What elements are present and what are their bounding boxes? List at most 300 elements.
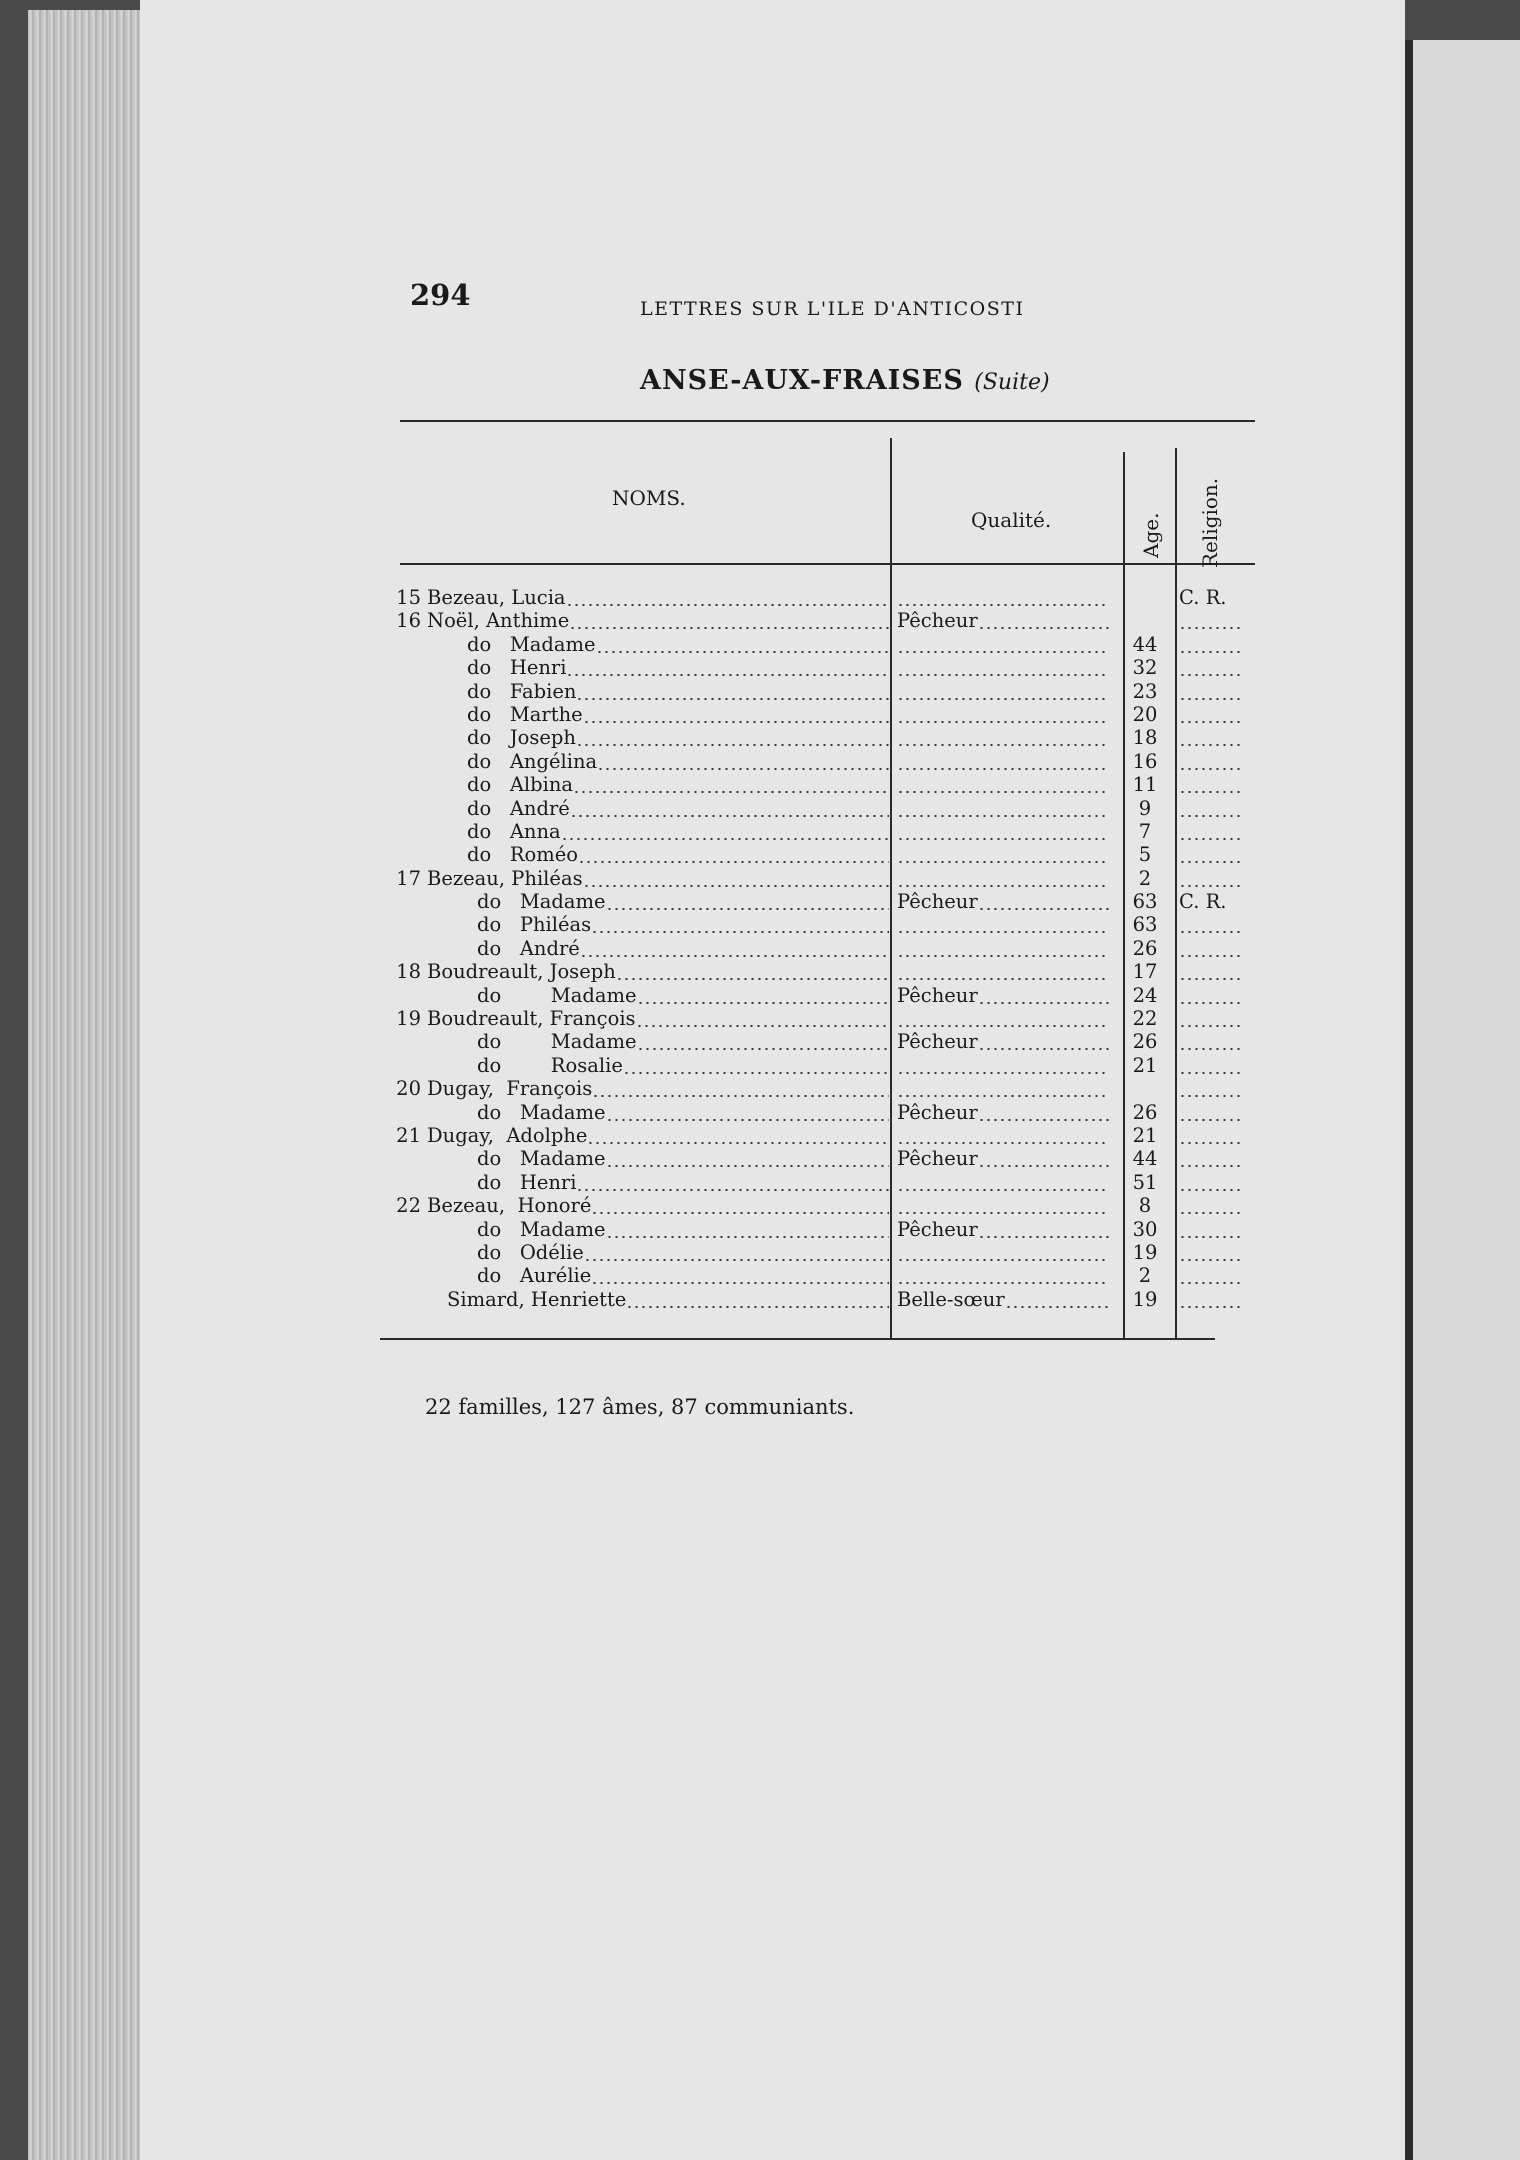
table-row xyxy=(395,703,895,726)
table-row xyxy=(395,1171,895,1194)
table-row xyxy=(395,656,895,679)
dot-leader xyxy=(897,1241,1109,1264)
dot-leader xyxy=(573,773,889,796)
dot-leader xyxy=(897,1264,1109,1287)
table-row xyxy=(395,1124,895,1147)
qualite-cell xyxy=(885,656,1115,679)
family-number: 19 xyxy=(396,1007,421,1031)
family-number xyxy=(395,1288,421,1311)
religion-column xyxy=(1177,586,1252,1311)
page-number: 294 xyxy=(410,278,471,312)
age-cell: 19 xyxy=(1132,1287,1158,1311)
dot-leader xyxy=(897,1171,1109,1194)
qualite-cell xyxy=(885,1007,1115,1030)
dot-leader xyxy=(1179,1101,1240,1124)
dot-leader xyxy=(897,656,1109,679)
table-row xyxy=(395,913,895,936)
table-row xyxy=(395,797,895,820)
dot-leader xyxy=(1179,609,1240,632)
dot-leader xyxy=(596,633,889,656)
table-bottom-rule xyxy=(380,1338,1215,1340)
family-number xyxy=(395,984,421,1007)
age-cell: 63 xyxy=(1132,913,1158,937)
dot-leader xyxy=(897,633,1109,656)
dot-leader xyxy=(578,843,889,866)
table-row xyxy=(395,1101,895,1124)
table-row xyxy=(395,609,895,632)
family-number xyxy=(395,726,421,749)
dot-leader xyxy=(978,984,1109,1007)
religion-cell xyxy=(1177,913,1252,936)
family-number: 15 xyxy=(396,586,421,609)
person-name: do Madame xyxy=(477,1147,606,1171)
table-top-rule xyxy=(400,420,1255,422)
section-title-text: ANSE-AUX-FRAISES xyxy=(640,365,964,396)
person-name: do André xyxy=(477,936,580,960)
family-number xyxy=(395,937,421,960)
person-name: Bezeau, Honoré xyxy=(427,1194,592,1218)
table-row xyxy=(395,750,895,773)
table-row xyxy=(395,1288,895,1311)
dot-leader xyxy=(897,913,1109,936)
dot-leader xyxy=(566,656,889,679)
dot-leader xyxy=(637,1030,889,1053)
qualite-text: Pêcheur xyxy=(897,1030,978,1054)
age-cell: 30 xyxy=(1132,1217,1158,1241)
dot-leader xyxy=(897,680,1109,703)
age-cell: 16 xyxy=(1132,749,1158,773)
census-table xyxy=(395,420,1255,1370)
dot-leader xyxy=(897,867,1109,890)
age-cell: 44 xyxy=(1132,632,1158,656)
religion-cell xyxy=(1177,586,1252,609)
family-number xyxy=(395,1101,421,1124)
qualite-cell xyxy=(885,1101,1115,1124)
qualite-cell xyxy=(885,726,1115,749)
religion-cell xyxy=(1177,820,1252,843)
age-cell: 2 xyxy=(1138,866,1152,890)
dot-leader xyxy=(1179,1077,1240,1100)
person-name: do André xyxy=(467,796,570,820)
religion-cell xyxy=(1177,984,1252,1007)
dot-leader xyxy=(1005,1288,1109,1311)
age-cell: 20 xyxy=(1132,702,1158,726)
table-row xyxy=(395,1264,895,1287)
age-cell: 22 xyxy=(1132,1007,1158,1031)
family-number xyxy=(395,1264,421,1287)
family-number xyxy=(395,750,421,773)
dot-leader xyxy=(616,960,889,983)
age-cell: 18 xyxy=(1132,726,1158,750)
dot-leader xyxy=(897,586,1109,609)
dot-leader xyxy=(1179,1030,1240,1053)
person-name: do Fabien xyxy=(467,679,577,703)
age-cell xyxy=(1120,609,1170,632)
dot-leader xyxy=(897,773,1109,796)
qualite-cell xyxy=(885,984,1115,1007)
dot-leader xyxy=(897,1007,1109,1030)
religion-cell xyxy=(1177,1147,1252,1170)
dot-leader xyxy=(570,797,889,820)
header-qualite: Qualité. xyxy=(971,508,1052,532)
table-row xyxy=(395,960,895,983)
person-name: do Henri xyxy=(477,1170,577,1194)
religion-cell xyxy=(1177,867,1252,890)
book-page-edges xyxy=(28,10,148,2160)
religion-cell xyxy=(1177,960,1252,983)
dot-leader xyxy=(592,1077,889,1100)
person-name: Noël, Anthime xyxy=(427,609,570,633)
qualite-cell xyxy=(885,1194,1115,1217)
qualite-cell xyxy=(885,843,1115,866)
family-number xyxy=(395,1147,421,1170)
qualite-cell xyxy=(885,1147,1115,1170)
dot-leader xyxy=(1179,820,1240,843)
dot-leader xyxy=(597,750,889,773)
family-number xyxy=(395,773,421,796)
dot-leader xyxy=(1179,750,1240,773)
person-name: do Roméo xyxy=(467,843,579,867)
qualite-cell xyxy=(885,867,1115,890)
table-row xyxy=(395,937,895,960)
person-name: do Marthe xyxy=(467,702,583,726)
dot-leader xyxy=(1179,1264,1240,1287)
age-column xyxy=(1120,586,1170,1311)
age-cell: 2 xyxy=(1138,1264,1152,1288)
qualite-text: Pêcheur xyxy=(897,1217,978,1241)
dot-leader xyxy=(1179,1171,1240,1194)
dot-leader xyxy=(1179,867,1240,890)
dot-leader xyxy=(1179,1054,1240,1077)
family-number xyxy=(395,820,421,843)
qualite-cell xyxy=(885,633,1115,656)
person-name: do Odélie xyxy=(477,1240,584,1264)
table-row xyxy=(395,984,895,1007)
dot-leader xyxy=(569,609,889,632)
family-number: 20 xyxy=(396,1077,421,1101)
religion-cell xyxy=(1177,1241,1252,1264)
age-cell: 21 xyxy=(1132,1123,1158,1147)
dot-leader xyxy=(1179,633,1240,656)
person-name: do Madame xyxy=(467,632,596,656)
facing-page-edge xyxy=(1405,40,1520,2160)
qualite-cell xyxy=(885,797,1115,820)
religion-cell xyxy=(1177,1264,1252,1287)
dot-leader xyxy=(897,703,1109,726)
person-name: do Henri xyxy=(467,656,567,680)
family-number xyxy=(395,1241,421,1264)
person-name: do Albina xyxy=(467,773,574,797)
religion-cell xyxy=(1177,1171,1252,1194)
person-name: do Madame xyxy=(477,1030,637,1054)
table-row xyxy=(395,867,895,890)
footer-note: 22 familles, 127 âmes, 87 communiants. xyxy=(425,1395,855,1419)
age-cell: 51 xyxy=(1132,1170,1158,1194)
qualite-cell xyxy=(885,586,1115,609)
qualite-cell xyxy=(885,890,1115,913)
person-name: Bezeau, Philéas xyxy=(427,866,583,890)
dot-leader xyxy=(561,820,889,843)
qualite-cell xyxy=(885,1241,1115,1264)
dot-leader xyxy=(591,1264,889,1287)
religion-cell xyxy=(1177,1101,1252,1124)
table-row xyxy=(395,1030,895,1053)
religion-cell xyxy=(1177,609,1252,632)
person-name: Dugay, François xyxy=(427,1077,593,1101)
age-cell: 24 xyxy=(1132,983,1158,1007)
dot-leader xyxy=(1179,913,1240,936)
dot-leader xyxy=(587,1124,889,1147)
qualite-cell xyxy=(885,609,1115,632)
age-cell: 21 xyxy=(1132,1053,1158,1077)
qualite-cell xyxy=(885,1218,1115,1241)
table-row xyxy=(395,1218,895,1241)
religion-cell xyxy=(1177,1124,1252,1147)
dot-leader xyxy=(583,867,889,890)
dot-leader xyxy=(1179,726,1240,749)
religion-cell xyxy=(1177,937,1252,960)
table-row xyxy=(395,1077,895,1100)
header-age: Age. xyxy=(1139,512,1163,558)
table-row xyxy=(395,843,895,866)
dot-leader xyxy=(606,1147,889,1170)
table-row xyxy=(395,680,895,703)
age-cell: 23 xyxy=(1132,679,1158,703)
dot-leader xyxy=(1179,656,1240,679)
dot-leader xyxy=(978,1030,1109,1053)
table-row xyxy=(395,586,895,609)
age-cell: 19 xyxy=(1132,1240,1158,1264)
family-number xyxy=(395,843,421,866)
religion-cell xyxy=(1177,633,1252,656)
qualite-text: Pêcheur xyxy=(897,1100,978,1124)
dot-leader xyxy=(591,913,889,936)
qualite-cell xyxy=(885,1171,1115,1194)
person-name: Dugay, Adolphe xyxy=(427,1123,588,1147)
religion-cell xyxy=(1177,726,1252,749)
age-cell: 9 xyxy=(1138,796,1152,820)
religion-cell xyxy=(1177,1288,1252,1311)
person-name: Boudreault, Joseph xyxy=(427,960,616,984)
dot-leader xyxy=(576,726,889,749)
qualite-text: Belle-sœur xyxy=(897,1287,1005,1311)
dot-leader xyxy=(897,1124,1109,1147)
religion-cell xyxy=(1177,797,1252,820)
family-number xyxy=(395,797,421,820)
qualite-cell xyxy=(885,1124,1115,1147)
dot-leader xyxy=(1179,843,1240,866)
section-title xyxy=(640,365,1050,396)
table-row xyxy=(395,726,895,749)
table-row xyxy=(395,1007,895,1030)
dot-leader xyxy=(591,1194,889,1217)
person-name: do Joseph xyxy=(467,726,576,750)
dot-leader xyxy=(897,797,1109,820)
family-number: 22 xyxy=(396,1194,421,1218)
person-name: do Aurélie xyxy=(477,1264,592,1288)
qualite-text: Pêcheur xyxy=(897,983,978,1007)
dot-leader xyxy=(584,1241,889,1264)
table-row xyxy=(395,890,895,913)
dot-leader xyxy=(897,750,1109,773)
table-row xyxy=(395,1194,895,1217)
dot-leader xyxy=(1179,937,1240,960)
qualite-cell xyxy=(885,1054,1115,1077)
age-cell: 26 xyxy=(1132,936,1158,960)
dot-leader xyxy=(978,1101,1109,1124)
age-cell: 11 xyxy=(1132,773,1158,797)
dot-leader xyxy=(978,890,1109,913)
dot-leader xyxy=(576,680,889,703)
header-bottom-rule xyxy=(400,563,1255,565)
dot-leader xyxy=(978,1218,1109,1241)
person-name: do Madame xyxy=(477,1100,606,1124)
qualite-cell xyxy=(885,1030,1115,1053)
age-cell: 63 xyxy=(1132,890,1158,914)
dot-leader xyxy=(897,843,1109,866)
age-cell: 8 xyxy=(1138,1194,1152,1218)
person-name: Bezeau, Lucia xyxy=(427,586,566,609)
dot-leader xyxy=(583,703,889,726)
qualite-cell xyxy=(885,1077,1115,1100)
dot-leader xyxy=(623,1054,889,1077)
person-name: do Madame xyxy=(477,1217,606,1241)
dot-leader xyxy=(1179,1124,1240,1147)
religion-text: C. R. xyxy=(1179,586,1227,609)
dot-leader xyxy=(576,1171,889,1194)
dot-leader xyxy=(897,1194,1109,1217)
family-number xyxy=(395,680,421,703)
family-number xyxy=(395,913,421,936)
religion-cell xyxy=(1177,1030,1252,1053)
dot-leader xyxy=(566,586,889,609)
religion-cell xyxy=(1177,1054,1252,1077)
family-number xyxy=(395,656,421,679)
religion-cell xyxy=(1177,1218,1252,1241)
dot-leader xyxy=(1179,1241,1240,1264)
table-row xyxy=(395,1147,895,1170)
dot-leader xyxy=(1179,1007,1240,1030)
family-number xyxy=(395,703,421,726)
dot-leader xyxy=(897,960,1109,983)
dot-leader xyxy=(897,820,1109,843)
qualite-cell xyxy=(885,680,1115,703)
dot-leader xyxy=(606,890,889,913)
dot-leader xyxy=(626,1288,889,1311)
qualite-cell xyxy=(885,1264,1115,1287)
family-number xyxy=(395,1030,421,1053)
religion-cell xyxy=(1177,890,1252,913)
age-cell: 26 xyxy=(1132,1030,1158,1054)
religion-cell xyxy=(1177,1077,1252,1100)
person-name: do Rosalie xyxy=(477,1053,623,1077)
family-number xyxy=(395,1171,421,1194)
book-page xyxy=(140,0,1405,2160)
dot-leader xyxy=(1179,797,1240,820)
person-name: do Philéas xyxy=(477,913,592,937)
dot-leader xyxy=(580,937,889,960)
qualite-cell xyxy=(885,820,1115,843)
age-cell: 5 xyxy=(1138,843,1152,867)
person-name: do Anna xyxy=(467,819,561,843)
names-column xyxy=(395,586,895,1311)
family-number xyxy=(395,890,421,913)
qualite-column xyxy=(885,586,1115,1311)
qualite-text: Pêcheur xyxy=(897,609,978,633)
header-religion: Religion. xyxy=(1198,477,1222,568)
family-number xyxy=(395,1218,421,1241)
age-cell: 26 xyxy=(1132,1100,1158,1124)
dot-leader xyxy=(637,984,889,1007)
religion-text: C. R. xyxy=(1179,890,1227,914)
person-name: do Madame xyxy=(477,890,606,914)
dot-leader xyxy=(897,937,1109,960)
qualite-cell xyxy=(885,913,1115,936)
table-row xyxy=(395,773,895,796)
family-number: 16 xyxy=(396,609,421,633)
running-head: LETTRES SUR L'ILE D'ANTICOSTI xyxy=(640,298,1025,320)
table-row xyxy=(395,820,895,843)
age-cell xyxy=(1120,586,1170,609)
dot-leader xyxy=(1179,703,1240,726)
dot-leader xyxy=(978,1147,1109,1170)
qualite-text: Pêcheur xyxy=(897,890,978,914)
table-row xyxy=(395,1241,895,1264)
family-number: 18 xyxy=(396,960,421,984)
family-number: 17 xyxy=(396,866,421,890)
table-row xyxy=(395,1054,895,1077)
dot-leader xyxy=(1179,1288,1240,1311)
header-names: NOMS. xyxy=(612,486,686,510)
section-title-suite: (Suite) xyxy=(974,370,1050,395)
religion-cell xyxy=(1177,1194,1252,1217)
age-cell: 44 xyxy=(1132,1147,1158,1171)
dot-leader xyxy=(606,1101,889,1124)
family-number: 21 xyxy=(396,1123,421,1147)
dot-leader xyxy=(1179,1194,1240,1217)
dot-leader xyxy=(1179,984,1240,1007)
religion-cell xyxy=(1177,843,1252,866)
age-cell: 17 xyxy=(1132,960,1158,984)
dot-leader xyxy=(978,609,1109,632)
religion-cell xyxy=(1177,656,1252,679)
dot-leader xyxy=(897,726,1109,749)
family-number xyxy=(395,633,421,656)
family-number xyxy=(395,1054,421,1077)
person-name: Boudreault, François xyxy=(427,1007,636,1031)
person-name: do Angélina xyxy=(467,749,598,773)
religion-cell xyxy=(1177,680,1252,703)
age-cell xyxy=(1120,1077,1170,1100)
dot-leader xyxy=(636,1007,889,1030)
dot-leader xyxy=(1179,773,1240,796)
qualite-cell xyxy=(885,960,1115,983)
dot-leader xyxy=(1179,960,1240,983)
religion-cell xyxy=(1177,750,1252,773)
table-row xyxy=(395,633,895,656)
dot-leader xyxy=(897,1054,1109,1077)
person-name: do Madame xyxy=(477,983,637,1007)
dot-leader xyxy=(606,1218,889,1241)
qualite-cell xyxy=(885,1288,1115,1311)
qualite-cell xyxy=(885,750,1115,773)
religion-cell xyxy=(1177,773,1252,796)
qualite-cell xyxy=(885,773,1115,796)
dot-leader xyxy=(1179,1147,1240,1170)
qualite-cell xyxy=(885,937,1115,960)
dot-leader xyxy=(1179,680,1240,703)
age-cell: 7 xyxy=(1138,819,1152,843)
